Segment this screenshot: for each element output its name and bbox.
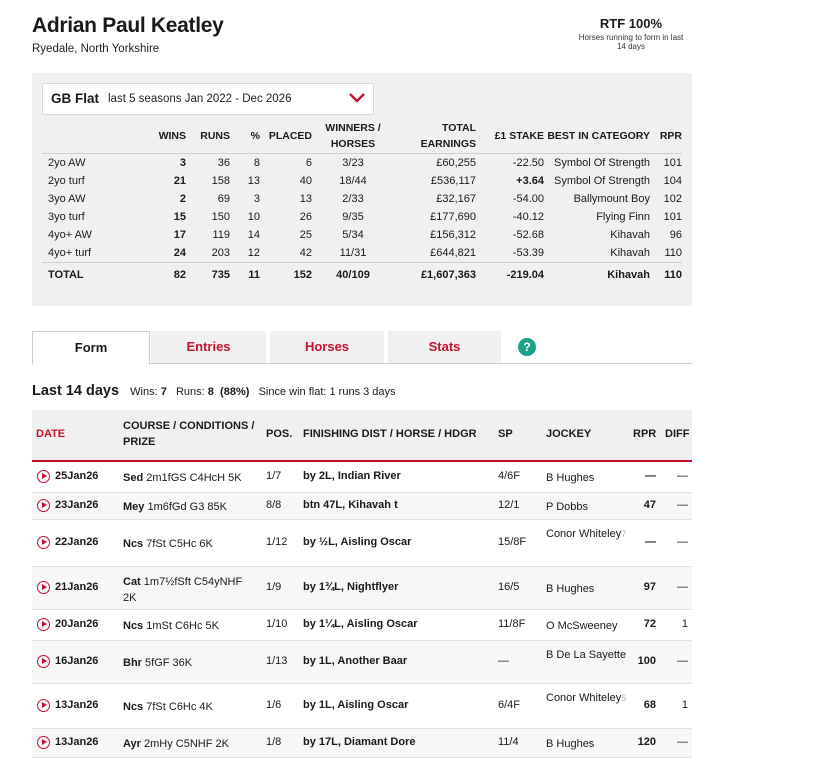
race-date[interactable]: 23Jan26 [55,499,99,511]
race-diff: — [677,581,688,593]
wins-label: Wins: [130,386,158,398]
form-header-row [32,410,692,462]
race-conditions[interactable]: 2mHy C5NHF 2K [144,738,229,750]
stats-cell-wins: 21 [173,174,186,187]
form-row [32,641,692,684]
finish-position: 1/10 [266,618,288,630]
course-code[interactable]: Sed [123,472,144,484]
stats-cell-earnings: £177,690 [430,210,476,223]
race-date[interactable]: 13Jan26 [55,736,99,748]
stats-cell-rpr: 101 [663,210,682,223]
stats-header-earnings: TOTAL EARNINGS [394,119,476,153]
trainer-header [32,12,692,72]
stats-cell-pct: 3 [253,192,260,205]
starting-price: 12/1 [498,499,520,511]
stats-cell-pct: 8 [253,156,260,169]
race-conditions[interactable]: 7fSt C5Hc 6K [146,538,213,550]
starting-price: 16/5 [498,581,520,593]
race-diff: 1 [681,699,688,711]
video-play-icon[interactable] [37,618,50,631]
stats-cell-winners-horses: 40/109 [312,262,394,287]
stats-cell-stake: -54.00 [512,192,544,205]
race-diff: — [677,536,688,548]
stats-cell-earnings: £644,821 [430,246,476,259]
trainer-location: Ryedale, North Yorkshire [32,43,160,55]
stats-cell-runs: 119 [212,228,230,241]
jockey-name[interactable]: B Hughes [546,583,595,595]
course-code[interactable]: Mey [123,501,145,513]
form-row [32,610,692,641]
since-win-value: 1 runs 3 days [329,386,396,398]
race-rpr: 47 [643,499,656,511]
stats-cell-stake: -53.39 [512,246,544,259]
stats-cell-winners-horses: 2/33 [342,192,364,205]
stats-cell-winners-horses: 18/44 [339,174,367,187]
stats-cell-best[interactable]: Ballymount Boy [573,192,650,205]
jockey-cell [546,647,630,664]
video-play-icon[interactable] [37,655,50,668]
race-date[interactable]: 20Jan26 [55,618,99,630]
jockey-cell [546,618,630,635]
race-rpr: — [645,470,656,482]
stats-header-pct: % [230,119,260,153]
finish-details[interactable]: by 1¼L, Aisling Oscar [303,618,418,630]
race-course [123,574,258,606]
stats-cell-rpr: 101 [663,156,682,169]
video-play-icon[interactable] [37,499,50,512]
race-date[interactable]: 13Jan26 [55,699,99,711]
finish-details[interactable]: by 1L, Another Baar [303,655,408,667]
season-dropdown[interactable] [42,83,374,115]
course-code[interactable]: Ayr [123,738,141,750]
finish-details[interactable]: by 1¾L, Nightflyer [303,581,399,593]
race-conditions[interactable]: 5fGF 36K [145,657,193,669]
form-row [32,462,692,493]
race-date[interactable]: 21Jan26 [55,581,99,593]
stats-cell-best[interactable]: Kihavah [610,246,650,259]
stats-row [42,262,682,287]
stats-cell-winners-horses: 3/23 [342,156,364,169]
stats-cell-best[interactable]: Symbol Of Strength [554,174,650,187]
jockey-name[interactable]: Conor Whiteley [546,692,622,704]
form-row [32,684,692,729]
race-course [123,655,258,671]
finish-details[interactable]: btn 47L, Kihavah t [303,499,398,511]
stats-row [42,190,682,208]
since-win-label: Since win flat: [258,386,327,398]
race-course [123,736,258,752]
stats-cell-rpr: 102 [663,192,682,205]
stats-cell-stake: +3.64 [516,174,544,187]
stats-cell-stake: -22.50 [512,156,544,169]
stats-cell-placed: 6 [305,156,312,169]
race-rpr: 68 [643,699,656,711]
course-code[interactable]: Ncs [123,701,144,713]
stats-cell-rpr: 110 [650,262,682,287]
stats-cell-category: 2yo turf [48,174,85,187]
jockey-claim: 7 [621,529,627,539]
stats-cell-earnings: £32,167 [436,192,476,205]
stats-cell-pct: 12 [247,246,260,259]
video-play-icon[interactable] [37,699,50,712]
race-diff: 1 [681,618,688,630]
stats-cell-runs: 36 [217,156,230,169]
stats-cell-placed: 25 [299,228,312,241]
course-code[interactable]: Ncs [123,538,144,550]
stats-cell-best[interactable]: Symbol Of Strength [554,156,650,169]
stats-cell-category: TOTAL [42,262,134,287]
stats-cell-category: 4yo+ AW [48,228,92,241]
season-stats-table [42,119,682,287]
race-course [123,618,258,634]
stats-header-placed: PLACED [260,119,312,153]
form-table [32,410,692,758]
stats-cell-category: 4yo+ turf [48,246,92,259]
form-header-finish: FINISHING DIST / HORSE / HDGR [303,428,477,440]
course-code[interactable]: Ncs [123,620,144,632]
starting-price: — [498,655,509,667]
race-course [123,470,258,486]
race-course [123,536,258,552]
finish-position: 1/12 [266,536,288,548]
stats-header-stake: £1 STAKE [476,119,544,153]
stats-header-wins: WINS [134,119,186,153]
jockey-name[interactable]: O McSweeney [546,620,618,632]
finish-details[interactable]: by 2L, Indian River [303,470,401,482]
race-diff: — [677,655,688,667]
form-row [32,567,692,610]
course-code[interactable]: Bhr [123,657,142,669]
race-conditions[interactable]: 7fSt C6Hc 4K [146,701,213,713]
race-rpr: 72 [643,618,656,630]
stats-cell-category: 3yo AW [48,192,86,205]
season-description: last 5 seasons Jan 2022 - Dec 2026 [108,93,292,105]
stats-cell-wins: 2 [179,192,186,205]
starting-price: 15/8F [498,536,527,548]
season-code: GB Flat [51,91,100,106]
stats-cell-best[interactable]: Flying Finn [596,210,650,223]
stats-cell-rpr: 104 [663,174,682,187]
jockey-cell [546,470,630,487]
stats-cell-earnings: £60,255 [436,156,476,169]
stats-cell-wins: 82 [134,262,186,287]
wins-value: 7 [160,386,167,398]
stats-header-row [42,119,682,153]
race-rpr: 97 [643,581,656,593]
jockey-cell [546,581,630,598]
race-conditions[interactable]: 1m6fGd G3 85K [147,501,227,513]
season-stats-panel [32,73,692,306]
stats-cell-runs: 150 [211,210,230,223]
stats-cell-pct: 14 [247,228,260,241]
race-date[interactable]: 22Jan26 [55,536,99,548]
form-header-date[interactable]: DATE [36,428,66,440]
race-conditions[interactable]: 1m7½fSft C54yNHF 2K [123,576,243,604]
stats-cell-earnings: £1,607,363 [394,262,476,287]
stats-cell-winners-horses: 9/35 [342,210,364,223]
finish-details[interactable]: by 17L, Diamant Dore [303,736,416,748]
finish-position: 1/9 [266,581,282,593]
stats-cell-placed: 26 [299,210,312,223]
race-rpr: 120 [637,736,656,748]
stats-cell-earnings: £536,117 [430,174,476,187]
jockey-cell [546,690,630,707]
race-rpr: — [645,536,656,548]
form-row [32,729,692,758]
stats-cell-runs: 735 [186,262,230,287]
form-header-sp: SP [498,428,513,440]
jockey-claim: 5 [621,693,627,703]
last-14-days-summary [32,383,396,399]
stats-cell-earnings: £156,312 [430,228,476,241]
stats-cell-wins: 17 [173,228,186,241]
jockey-name[interactable]: B Hughes [546,472,595,484]
tab-horses[interactable]: Horses [270,331,384,363]
stats-cell-winners-horses: 11/31 [339,246,367,259]
race-date[interactable]: 16Jan26 [55,655,99,667]
starting-price: 11/8F [498,618,526,630]
stats-header-winners-horses: WINNERS / HORSES [312,119,394,153]
stats-cell-wins: 24 [173,246,186,259]
stats-cell-category: 2yo AW [48,156,86,169]
stats-cell-category: 3yo turf [48,210,85,223]
runs-label: Runs: [175,386,205,398]
stats-header-best: BEST IN CATEGORY [544,119,650,153]
race-date[interactable]: 25Jan26 [55,470,99,482]
form-header-pos: POS. [266,428,293,440]
stats-cell-pct: 11 [230,262,260,287]
starting-price: 4/6F [498,470,521,482]
stats-header-runs: RUNS [186,119,230,153]
finish-position: 1/6 [266,699,282,711]
stats-cell-runs: 203 [211,246,230,259]
rtf-description: Horses running to form in last 14 days [578,33,684,51]
starting-price: 11/4 [498,736,519,748]
runs-percentage: (88%) [220,386,250,398]
finish-position: 1/8 [266,736,282,748]
jockey-name[interactable]: Conor Whiteley [546,528,622,540]
tab-stats[interactable]: Stats [388,331,501,363]
form-row [32,520,692,567]
race-conditions[interactable]: 1mSt C6Hc 5K [146,620,219,632]
jockey-cell [546,526,630,543]
stats-cell-best[interactable]: Kihavah [610,228,650,241]
form-header-diff: DIFF [665,428,690,440]
course-code[interactable]: Cat [123,576,141,588]
jockey-name[interactable]: P Dobbs [546,501,588,513]
form-header-rpr: RPR [633,428,657,440]
race-course [123,699,258,715]
stats-cell-placed: 152 [260,262,312,287]
race-conditions[interactable]: 2m1fGS C4HcH 5K [146,472,242,484]
video-play-icon[interactable] [37,470,50,483]
stats-cell-pct: 10 [247,210,260,223]
stats-cell-rpr: 110 [664,246,682,259]
stats-cell-placed: 40 [299,174,312,187]
jockey-name[interactable]: B De La Sayette [546,649,627,661]
video-play-icon[interactable] [37,536,50,549]
form-row [32,493,692,520]
stats-row [42,153,682,172]
last-14-days-title: Last 14 days [32,383,120,399]
stats-cell-wins: 15 [173,210,186,223]
stats-cell-runs: 158 [211,174,230,187]
form-header-course: COURSE / CONDITIONS / PRIZE [123,420,255,448]
stats-cell-placed: 13 [299,192,312,205]
stats-row [42,226,682,244]
jockey-cell [546,736,630,753]
stats-cell-stake: -52.68 [512,228,544,241]
starting-price: 6/4F [498,699,521,711]
stats-cell-wins: 3 [179,156,186,169]
stats-row [42,208,682,226]
trainer-name: Adrian Paul Keatley [32,14,224,37]
race-diff: — [677,470,688,482]
stats-cell-best[interactable]: Kihavah [544,262,650,287]
stats-cell-pct: 13 [247,174,260,187]
finish-details[interactable]: by ½L, Aisling Oscar [303,536,412,548]
form-header-jockey: JOCKEY [546,428,592,440]
stats-row [42,172,682,190]
tab-form[interactable]: Form [32,331,150,365]
help-icon[interactable]: ? [518,338,536,356]
tab-entries[interactable]: Entries [151,331,266,363]
race-rpr: 100 [637,655,656,667]
stats-cell-rpr: 96 [669,228,682,241]
finish-position: 1/7 [266,470,282,482]
stats-cell-placed: 42 [299,246,312,259]
stats-cell-winners-horses: 5/34 [342,228,364,241]
stats-header-category [42,119,134,153]
rtf-value: RTF 100% [599,16,663,31]
chevron-down-icon [349,92,365,104]
video-play-icon[interactable] [37,581,50,594]
jockey-name[interactable]: B Hughes [546,738,595,750]
stats-cell-runs: 69 [217,192,230,205]
stats-header-rpr: RPR [650,119,682,153]
finish-details[interactable]: by 1L, Aisling Oscar [303,699,409,711]
race-diff: — [677,499,688,511]
finish-position: 1/13 [266,655,288,667]
stats-row [42,244,682,263]
race-course [123,499,258,515]
runs-value: 8 [207,386,214,398]
jockey-cell [546,499,630,516]
race-diff: — [677,736,688,748]
trainer-tabs [32,331,692,364]
stats-cell-stake: -219.04 [476,262,544,287]
rtf-badge [576,16,686,51]
stats-cell-stake: -40.12 [512,210,544,223]
video-play-icon[interactable] [37,736,50,749]
finish-position: 8/8 [266,499,282,511]
